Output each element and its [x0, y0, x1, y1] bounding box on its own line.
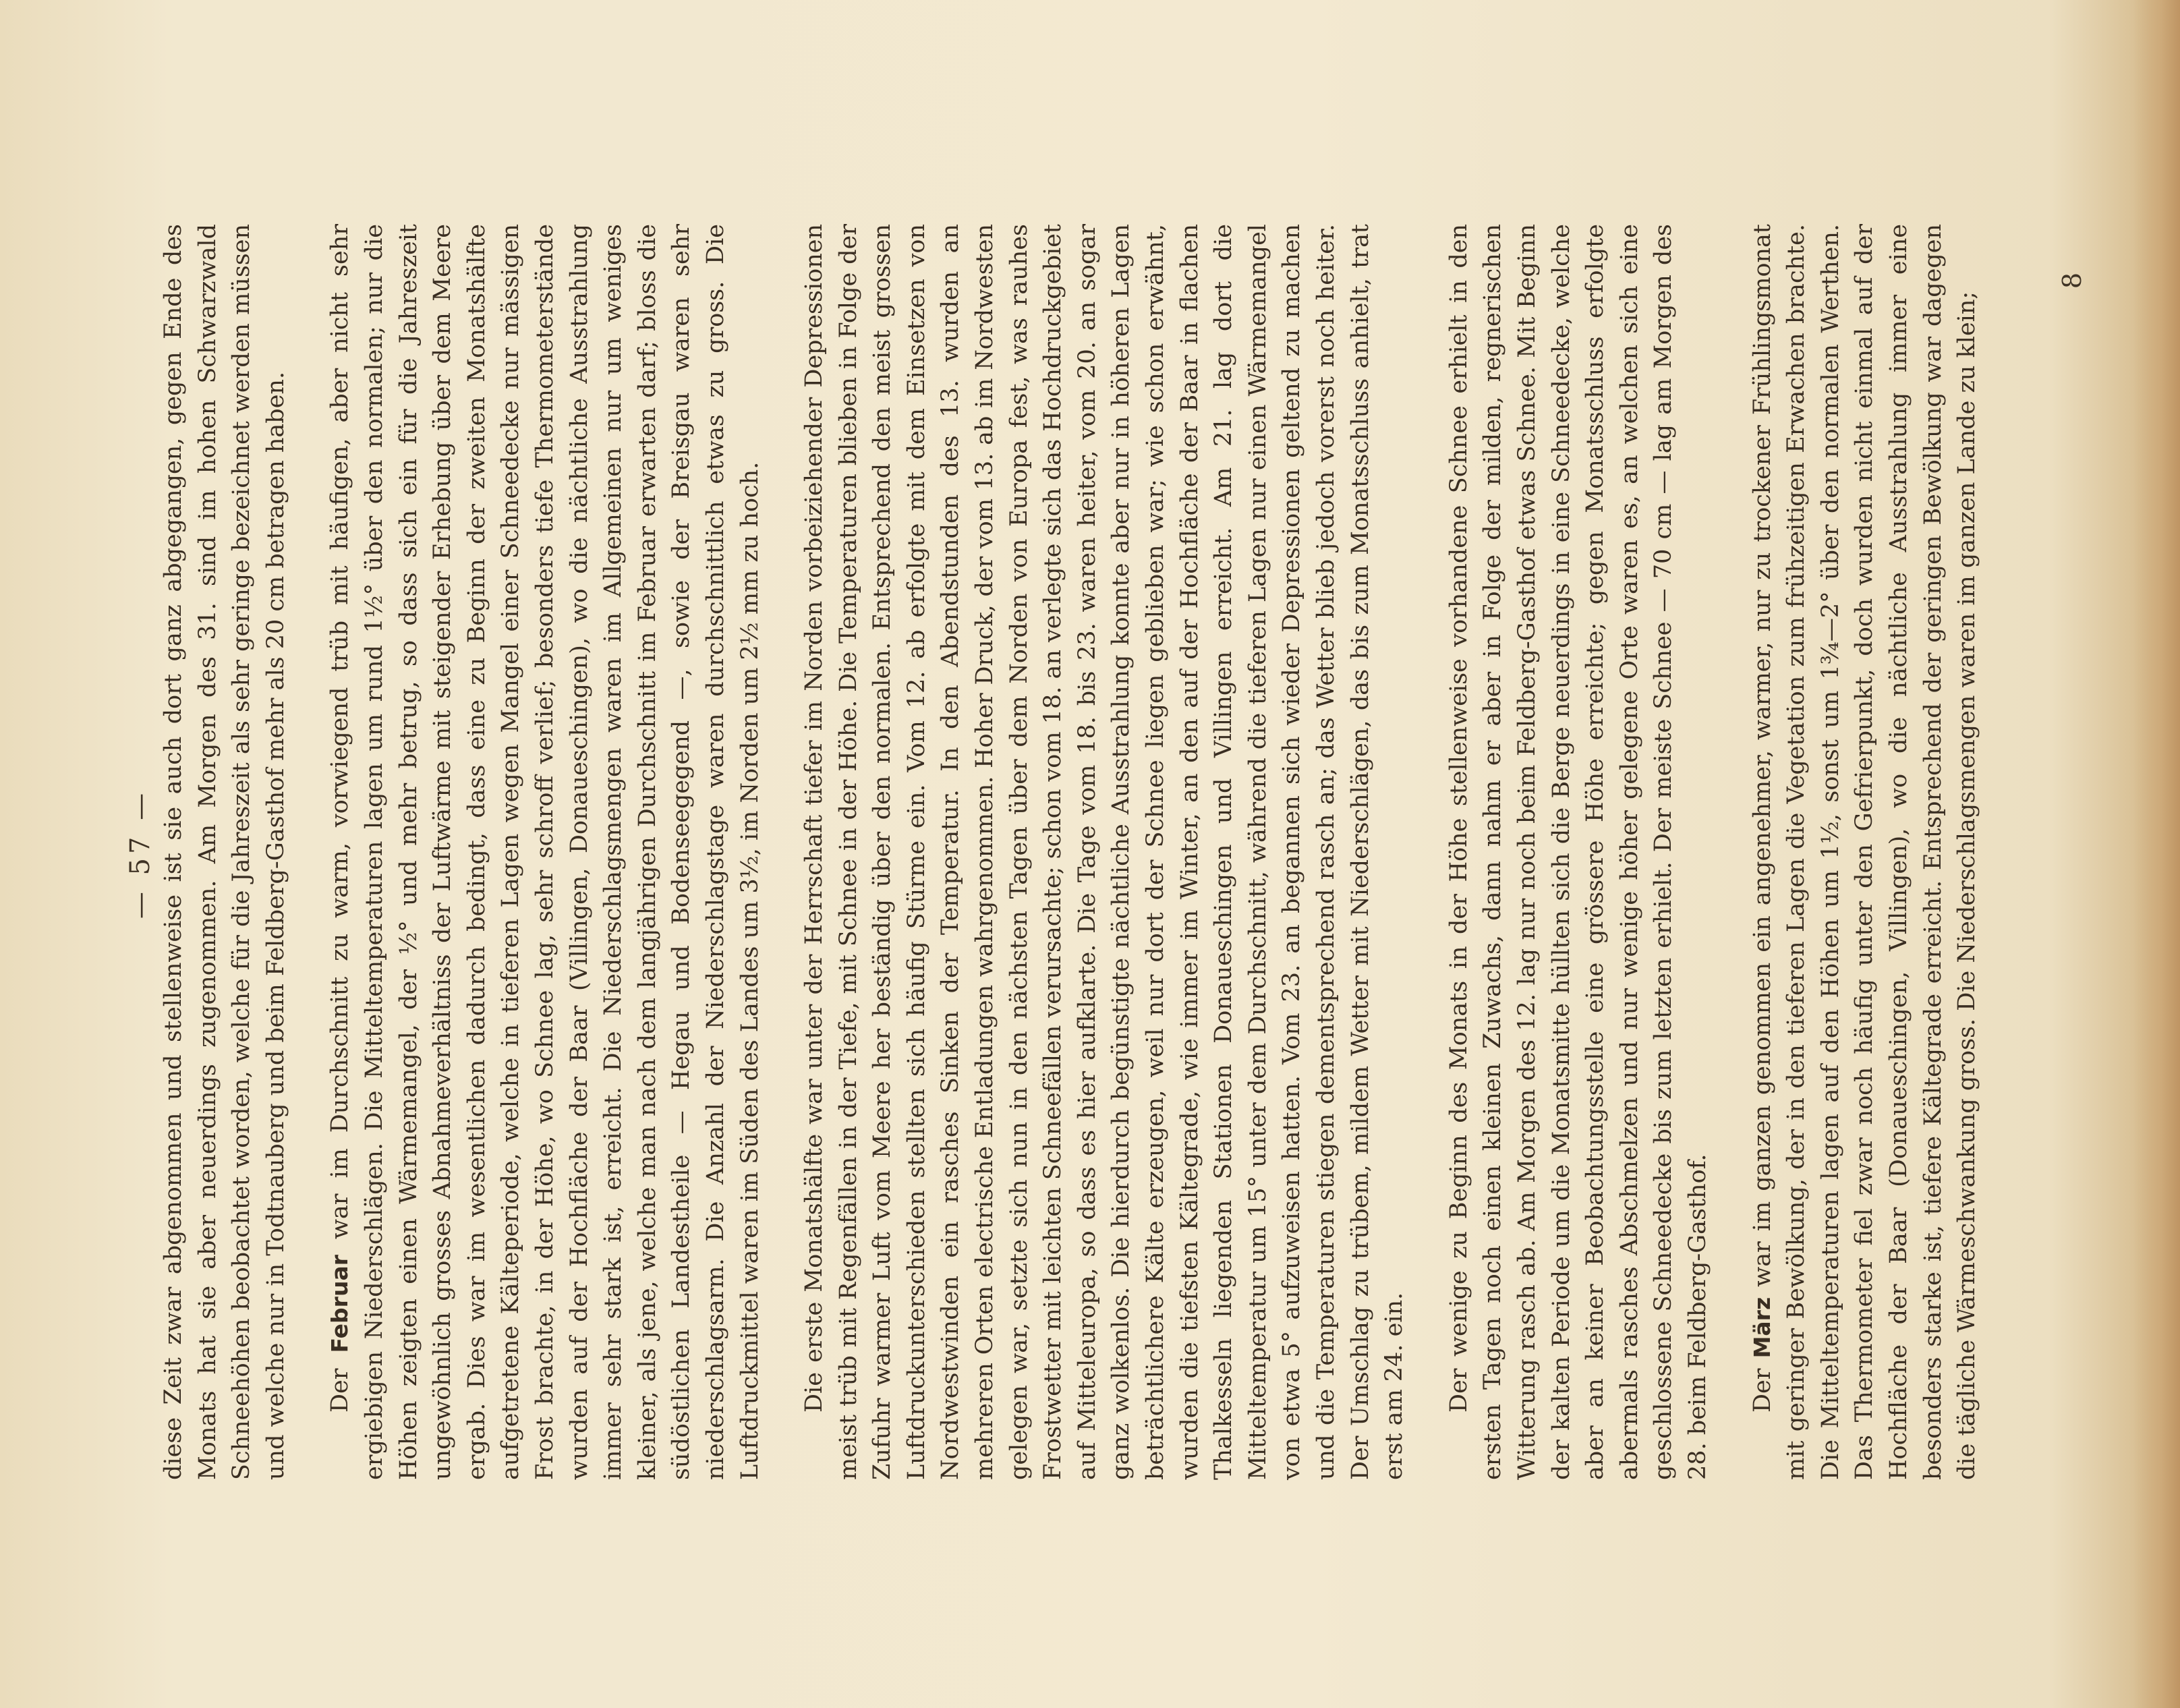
- paragraph-lead: Der: [1748, 1368, 1776, 1413]
- paragraph-march: [1746, 224, 1984, 1480]
- paragraph-january-end: [156, 224, 293, 1480]
- paragraph-february-first-half: [797, 224, 1412, 1480]
- paragraph-february-snow: [1442, 224, 1715, 1480]
- page-number: — 57 —: [125, 789, 156, 919]
- month-heading-februar: Februar: [326, 1255, 353, 1353]
- body-text: [156, 224, 2015, 1480]
- paragraph-text: Der wenige zu Beginn des Monats in der Höhe stellenweise vorhandene Schnee erhielt in den ersten Tagen noch einen kleinen Zuwachs, dann nahm er aber in Folge der milden, regnerischen Witterung rasch ab. Am Morgen des 12. lag nur noch beim Feldberg-Gasthof etwas Schnee. Mit Beginn der kalten Periode um die Monatsmitte hüllten sich die Berge neuerdings in eine Schneedecke, welche aber an keiner Beobachtungsstelle eine grössere Höhe erreichte; gegen Monatsschluss erfolgte abermals rasches Abschmelzen und nur wenige höher gelegene Orte waren es, an welchen sich eine geschlossene Schneedecke bis zum letzten erhielt. Der meiste Schnee — 70 cm — lag am Morgen des 28. beim Feldberg-Gasthof.: [1445, 224, 1711, 1480]
- paragraph-text: war im Durchschnitt zu warm, vorwiegend trüb mit häufigen, aber nicht sehr ergiebigen Niederschlägen. Die Mitteltemperaturen lagen um rund 1½° über den normalen; nur die Höhen zeigten einen Wärmemangel, der ½° und mehr betrug, so dass sich ein für die Jahreszeit ungewöhnlich grosses Abnahmeverhältniss der Luftwärme mit steigender Erhebung über dem Meere ergab. Dies war im wesentlichen dadurch bedingt, dass eine zu Beginn der zweiten Monatshälfte aufgetretene Kälteperiode, welche in tieferen Lagen wegen Mangel einer Schneedecke nur mässigen Frost brachte, in der Höhe, wo Schnee lag, sehr schroff verlief; besonders tiefe Thermometerstände wurden auf der Hochfläche der Baar (Villingen, Donaueschingen), wo die nächtliche Ausstrahlung immer sehr stark ist, erreicht. Die Niederschlagsmengen waren im Allgemeinen nur um weniges kleiner, als jene, welche man nach dem langjährigen Durchschnitt im Februar erwarten darf; bloss die südöstlichen Landestheile — Hegau und Bodenseegegend —, sowie der Breisgau waren sehr niederschlagsarm. Die Anzahl der Niederschlagstage waren durchschnittlich etwas zu gross. Die Luftdruckmittel waren im Süden des Landes um 3½, im Norden um 2½ mm zu hoch.: [326, 224, 764, 1480]
- paragraph-text: Die erste Monatshälfte war unter der Herrschaft tiefer im Norden vorbeiziehender Depressionen meist trüb mit Regenfällen in der Tiefe, mit Schnee in der Höhe. Die Temperaturen blieben in Folge der Zufuhr warmer Luft vom Meere her beständig über den normalen. Entsprechend den meist grossen Luftdruckunterschieden stellten sich häufig Stürme ein. Vom 12. ab erfolgte mit dem Einsetzen von Nordwestwinden ein rasches Sinken der Temperatur. In den Abendstunden des 13. wurden an mehreren Orten electrische Entladungen wahrgenommen. Hoher Druck, der vom 13. ab im Nordwesten gelegen war, setzte sich nun in den nächsten Tagen über dem Norden von Europa fest, was rauhes Frostwetter mit leichten Schneefällen verursachte; schon vom 18. an verlegte sich das Hochdruckgebiet auf Mitteleuropa, so dass es hier aufklarte. Die Tage vom 18. bis 23. waren heiter, vom 20. an sogar ganz wolkenlos. Die hierdurch begünstigte nächtliche Ausstrahlung konnte aber nur in höheren Lagen beträchtlichere Kälte erzeugen, weil nur dort der Schnee liegen geblieben war; wie schon erwähnt, wurden die tiefsten Kältegrade, wie immer im Winter, an den auf der Hochfläche der Baar in flachen Thalkesseln liegenden Stationen Donaueschingen und Villingen erreicht. Am 21. lag dort die Mitteltemperatur um 15° unter dem Durchschnitt, während die tieferen Lagen nur einen Wärmemangel von etwa 5° aufzuweisen hatten. Vom 23. an begannen sich wieder Depressionen geltend zu machen und die Temperaturen stiegen dementsprechend rasch an; das Wetter blieb jedoch vorerst noch heiter. Der Umschlag zu trübem, mildem Wetter mit Niederschlägen, das bis zum Monatsschluss anhielt, trat erst am 24. ein.: [801, 224, 1408, 1480]
- paragraph-text: diese Zeit zwar abgenommen und stellenweise ist sie auch dort ganz abgegangen, gegen Ende des Monats hat sie aber neuerdings zugenommen. Am Morgen des 31. sind im hohen Schwarzwald Schneehöhen beobachtet worden, welche für die Jahreszeit als sehr geringe bezeichnet werden müssen und welche nur in Todtnauberg und beim Feldberg-Gasthof mehr als 20 cm betragen haben.: [160, 224, 289, 1480]
- month-heading-maerz: März: [1748, 1297, 1775, 1359]
- paragraph-text: war im ganzen genommen ein angenehmer, warmer, nur zu trockener Frühlingsmonat mit geringer Bewölkung, der in den tieferen Lagen die Vegetation zum frühzeitigen Erwachen brachte. Die Mitteltemperaturen lagen auf den Höhen um 1½, sonst um 1¾—2° über den normalen Werthen. Das Thermometer fiel zwar noch häufig unter den Gefrierpunkt, doch wurden nicht einmal auf der Hochfläche der Baar (Donaueschingen, Villingen), wo die nächtliche Ausstrahlung immer eine besonders starke ist, tiefere Kältegrade erreicht. Entsprechend der geringen Bewölkung war dagegen die tägliche Wärmeschwankung gross. Die Niederschlagsmengen waren im ganzen Lande zu klein;: [1748, 224, 1981, 1480]
- signature-mark: 8: [2057, 272, 2087, 289]
- paragraph-lead: Der: [326, 1368, 354, 1413]
- paragraph-february: [323, 224, 767, 1480]
